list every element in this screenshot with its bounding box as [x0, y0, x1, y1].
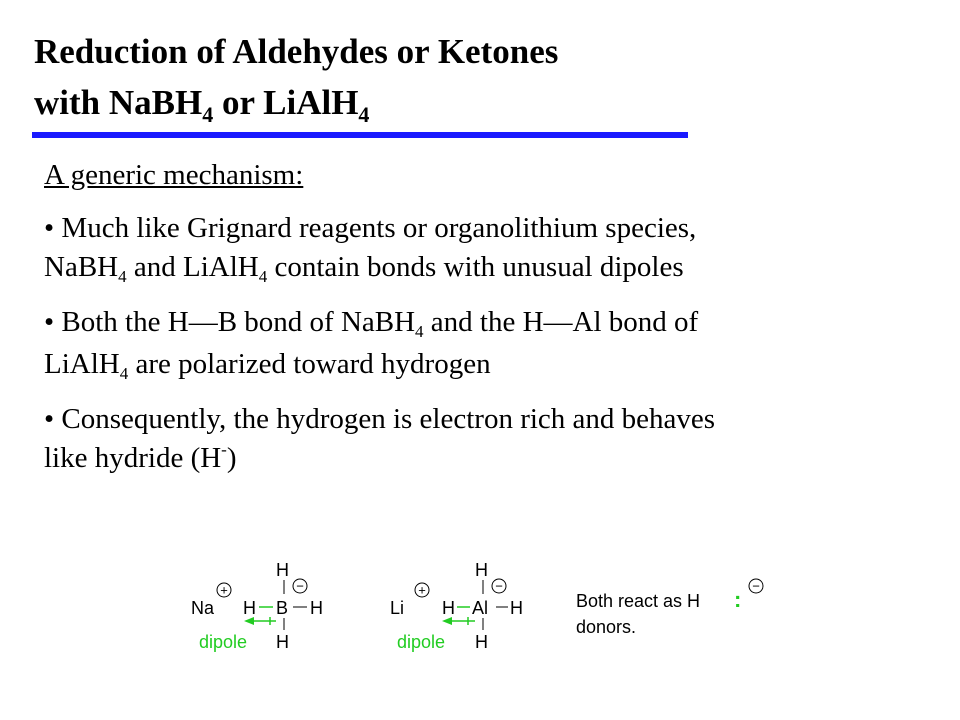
slide-title	[34, 26, 734, 132]
bullet-1: • Much like Grignard reagents or organolithium species, NaBH$_4$ and LiAlH$_4$ contain bonds with unusual dipoles	[44, 212, 697, 286]
bullet-marker: •	[44, 306, 55, 338]
plus-charge: +	[418, 582, 426, 598]
h-top-al: H	[475, 560, 488, 580]
plus-charge: +	[220, 582, 228, 598]
bullet-2: • Both the H—B bond of NaBH$_4$ and the H—Al bond of LiAlH$_4$ are polarized toward hydrogen	[44, 303, 944, 387]
sodium-label: Na	[191, 598, 215, 618]
h-right-b: H	[310, 598, 323, 618]
dipole-label: dipole	[397, 632, 446, 652]
title-underline	[32, 132, 688, 138]
minus-charge: −	[495, 578, 503, 594]
lialh4-structure	[390, 560, 523, 652]
lithium-label: Li	[390, 598, 405, 618]
donors-text: donors.	[576, 617, 637, 637]
bond-dash: —	[188, 306, 218, 338]
lone-pair-colon: :	[734, 587, 742, 612]
minus-charge: −	[752, 578, 760, 594]
bullet-3: • Consequently, the hydrogen is electron rich and behaves like hydride (H-)	[44, 403, 716, 474]
hydride-dipole-diagram	[0, 550, 960, 670]
h-right-al: H	[510, 598, 523, 618]
bond-dash: —	[543, 306, 573, 338]
dipole-arrow-head	[244, 617, 254, 625]
h-left-al: H	[442, 598, 455, 618]
both-react-text: Both react as H	[576, 591, 701, 611]
aluminum-label: Al	[472, 598, 489, 618]
dipole-label: dipole	[199, 632, 248, 652]
dipole-arrow-head	[442, 617, 452, 625]
h-bottom-b: H	[276, 632, 289, 652]
h-top-b: H	[276, 560, 289, 580]
title-line-1: Reduction of Aldehydes or Ketones	[34, 32, 559, 71]
section-heading: A generic mechanism:	[44, 159, 304, 191]
h-left-b: H	[243, 598, 256, 618]
nabh4-structure	[191, 560, 323, 652]
minus-charge: −	[296, 578, 304, 594]
hydride-donor-note	[576, 579, 763, 638]
boron-label: B	[276, 598, 289, 618]
bullet-marker: •	[44, 403, 55, 435]
h-bottom-al: H	[475, 632, 488, 652]
slide-body	[44, 156, 944, 494]
bullet-marker: •	[44, 212, 55, 244]
title-line-2: with NaBH$_4$ or LiAlH$_4$	[34, 83, 370, 127]
